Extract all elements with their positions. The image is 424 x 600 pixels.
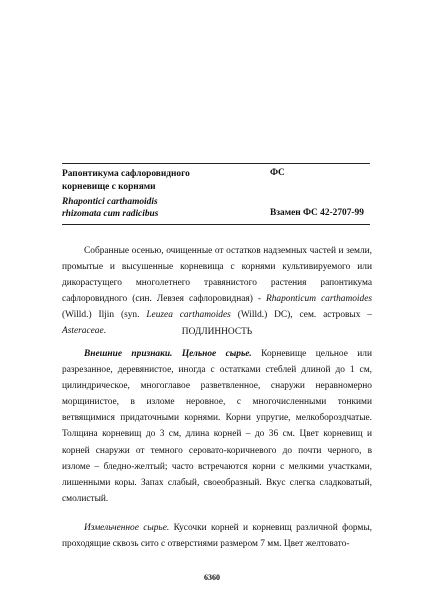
intro-text-c: (Willd.) DC), сем. астровых – [230,310,372,321]
header-bottom-rule [62,224,370,225]
external-signs-paragraph [62,346,372,507]
external-signs-lead: Внешние признаки. Цельное сырье. [84,349,252,359]
page-number: 6360 [204,573,220,582]
crushed-material-text: Кусочки корней и корневищ различной формы, проходящие сквозь сито с отверстиями размером 7 мм. Цвет желтовато- [62,523,373,550]
latin-name-line-1: Rhapontici carthamoidis [62,197,158,207]
species-name: Rhaponticum carthamoides [265,294,373,305]
latin-name-line-2: rhizomata cum radicibus [62,208,159,219]
monograph-title [62,168,262,193]
monograph-title-line-2: корневище с корнями [62,181,156,192]
replaces-label: Взамен ФС 42-2707-99 [270,208,364,218]
monograph-title-line-1: Рапонтикума сафлоровидного [62,169,190,179]
latin-name [62,197,262,220]
intro-text-d: . [103,326,106,337]
intro-paragraph [62,243,372,340]
fs-label: ФС [270,168,285,178]
section-heading: ПОДЛИННОСТЬ [181,327,253,337]
crushed-material-lead: Измельченное сырье. [84,523,170,533]
family-name: Asteraceae [62,326,104,337]
synonym-name: Leuzea carthamoides [146,310,231,321]
intro-text-a: Собранные осенью, очищенные от остатков надземных частей и земли, промытые и высушенные корневища с корнями культивируемого или дикорастущего многолетнего травянистого растения рапонтикума сафлоровидного (син. Левзея сафлоровидная) - [62,246,372,305]
intro-text-b: (Willd.) Iljin (syn. [62,310,147,321]
external-signs-text: Корневище цельное или разрезанное, деревянистое, иногда с остатками стеблей длиной до 1 см, цилиндрическое, многоглавое разветвленное, снаружи неравномерно морщинистое, в изломе неровное, с многочисленными тонкими ветвящимися придаточными корнями. Корни упругие, мелкобороздчатые. Толщина корневищ до 3 см, длина корней – до 36 см. Цвет корневищ и корней снаружи от темного серовато-коричневого до почти черного, в изломе – бледно-желтый; часто встречаются корни с мелкими участками, лишенными коры. Запах слабый, своеобразный. Вкус слегка сладковатый, смолистый. [62,349,372,504]
header-top-rule [62,163,370,164]
crushed-material-paragraph [62,520,372,552]
